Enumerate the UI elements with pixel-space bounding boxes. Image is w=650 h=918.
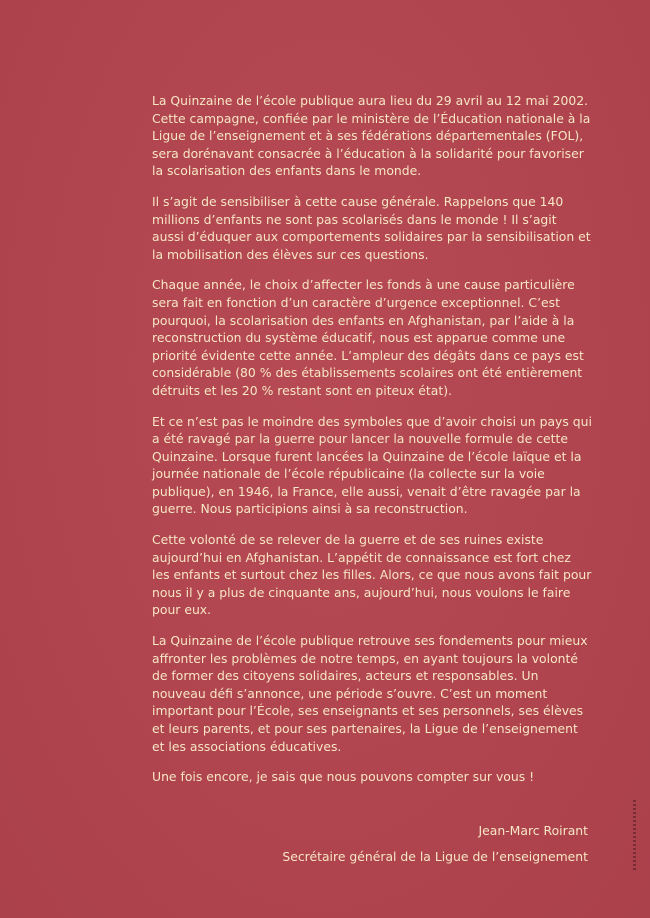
signature-name: Jean-Marc Roirant	[478, 823, 588, 838]
paragraph-5: Cette volonté de se relever de la guerre et de ses ruines existe aujourd’hui en Afghanistan. L’appétit de connaissance est fort chez les enfants et surtout chez les filles. Alors, ce que nous avons fait pour nous il y a plus de cinquante ans, aujourd’hui, nous voulons le faire pour eux.	[152, 532, 592, 618]
paragraph-4: Et ce n’est pas le moindre des symboles que d’avoir choisi un pays qui a été ravagé par la guerre pour lancer la nouvelle formule de cette Quinzaine. Lorsque furent lancées la Quinzaine de l’école laïque et la journée nationale de l’école républicaine (la collecte sur la voie publique), en 1946, la France, elle aussi, venait d’être ravagée par la guerre. Nous participions ainsi à sa reconstruction.	[152, 413, 592, 517]
printer-mark	[633, 800, 636, 870]
paragraph-7: Une fois encore, je sais que nous pouvons compter sur vous !	[152, 769, 535, 785]
paragraph-3: Chaque année, le choix d’affecter les fonds à une cause particulière sera fait en fonction d’un caractère d’urgence exceptionnel. C’est pourquoi, la scolarisation des enfants en Afghanistan, par l’aide à la reconstruction du système éducatif, nous est apparue comme une priorité évidente cette année. L’ampleur des dégâts dans ce pays est considérable (80 % des établissements scolaires ont été entièrement détruits et les 20 % restant sont en piteux état).	[152, 277, 584, 398]
signature-role: Secrétaire général de la Ligue de l’enseignement	[282, 848, 588, 864]
letter-body	[152, 92, 592, 799]
paragraph-6: La Quinzaine de l’école publique retrouve ses fondements pour mieux affronter les problèmes de notre temps, en ayant toujours la volonté de former des citoyens solidaires, acteurs et responsables. Un nouveau défi s’annonce, une période s’ouvre. C’est un moment important pour l’École, ses enseignants et ses personnels, ses élèves et leurs parents, et pour ses partenaires, la Ligue de l’enseignement et les associations éducatives.	[152, 633, 588, 754]
paragraph-2: Il s’agit de sensibiliser à cette cause générale. Rappelons que 140 millions d’enfants ne sont pas scolarisés dans le monde ! Il s’agit aussi d’éduquer aux comportements solidaires par la sensibilisation et la mobilisation des élèves sur ces questions.	[152, 193, 591, 262]
signature-block	[282, 822, 588, 865]
paragraph-1: La Quinzaine de l’école publique aura lieu du 29 avril au 12 mai 2002. Cette campagne, confiée par le ministère de l’Éducation nationale à la Ligue de l’enseignement et à ses fédérations départementales (FOL), sera dorénavant consacrée à l’éducation à la solidarité pour favoriser la scolarisation des enfants dans le monde.	[152, 93, 591, 179]
